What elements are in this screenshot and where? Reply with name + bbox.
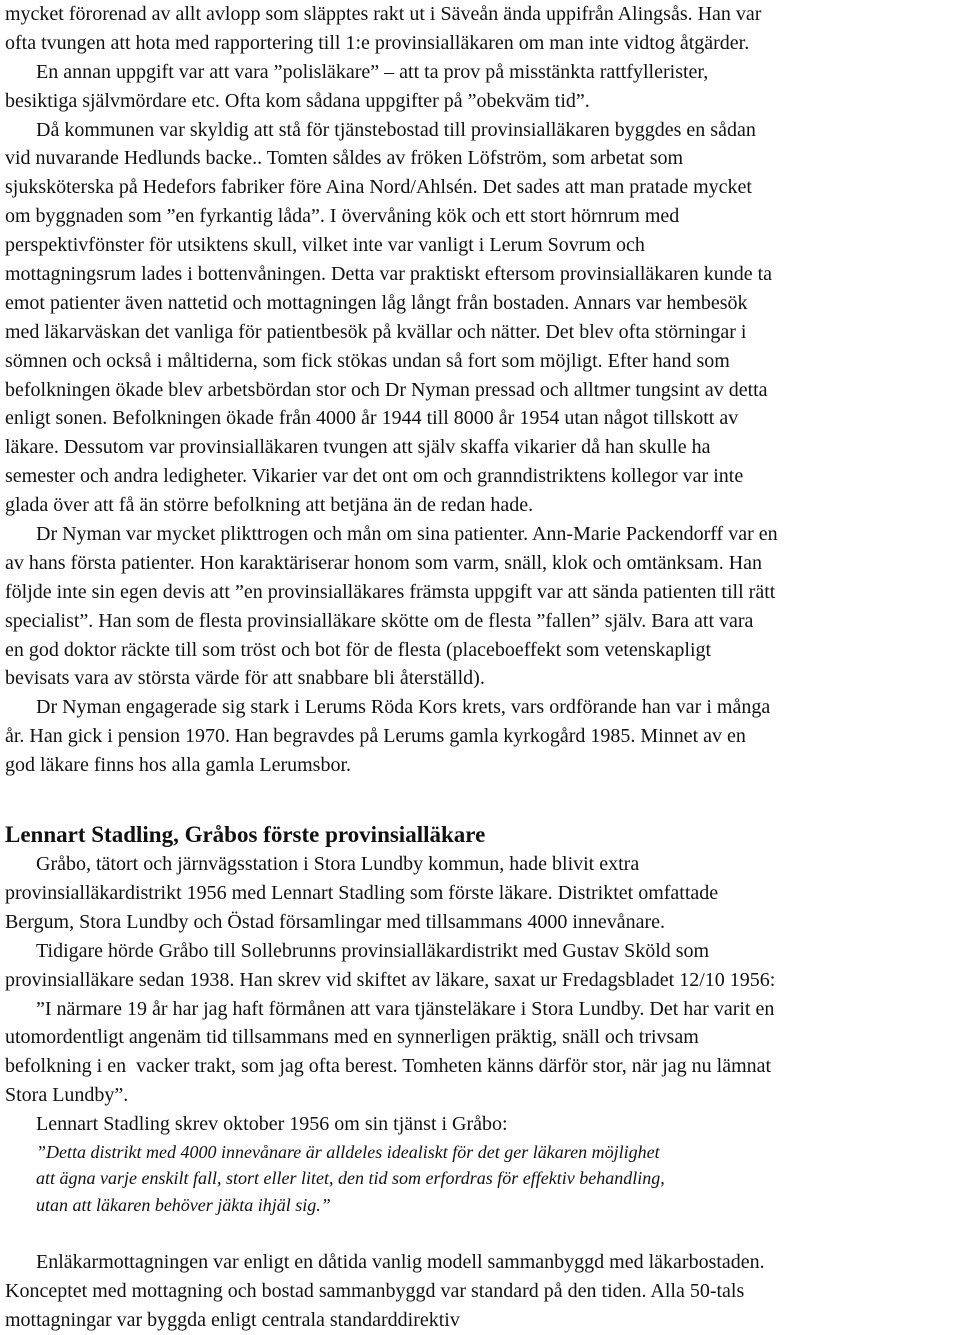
paragraph-gap (5, 1218, 955, 1248)
section-heading: Lennart Stadling, Gråbos förste provinsialläkare (5, 822, 486, 848)
text-line: Konceptet med mottagning och bostad sammanbyggd var standard på den tiden. Alla 50-tals (5, 1280, 745, 1303)
text-line: ofta tvungen att hota med rapportering till 1:e provinsialläkaren om man inte vidtog åtgärder. (5, 31, 750, 54)
text-line: läkare. Dessutom var provinsialläkaren tvungen att själv skaffa vikarier då han skulle ha (5, 436, 711, 459)
text-line: specialist”. Han som de flesta provinsialläkare skötte om de flesta ”fallen” själv. Bara att vara (5, 609, 754, 632)
text-line: enligt sonen. Befolkningen ökade från 4000 år 1944 till 8000 år 1954 utan något tillskott av (5, 407, 739, 430)
text-line: Lennart Stadling skrev oktober 1956 om sin tjänst i Gråbo: (36, 1113, 508, 1136)
text-line: En annan uppgift var att vara ”polisläkare” – att ta prov på misstänkta rattfyllerister, (36, 60, 709, 83)
text-line: befolkningen ökade blev arbetsbördan stor och Dr Nyman pressad och alltmer tungsint av detta (5, 378, 768, 401)
text-line: sömnen och också i måltiderna, som fick stökas undan så fort som möjligt. Efter hand som (5, 349, 730, 372)
text-line: god läkare finns hos alla gamla Lerumsbor. (5, 754, 352, 777)
quote-line: att ägna varje enskilt fall, stort eller litet, den tid som erfordras för effektiv behandling, (36, 1168, 665, 1189)
text-line: provinsialläkare sedan 1938. Han skrev vid skiftet av läkare, saxat ur Fredagsbladet 12/10 1956: (5, 968, 776, 991)
text-line: befolkning i en vacker trakt, som jag ofta berest. Tomheten känns därför stor, när jag nu lämnat (5, 1055, 772, 1078)
quote-line: utan att läkaren behöver jäkta ihjäl sig.” (36, 1194, 331, 1215)
text-line: mottagningsrum lades i bottenvåningen. Detta var praktiskt eftersom provinsialläkaren kunde ta (5, 263, 773, 286)
text-line: sjuksköterska på Hedefors fabriker före Aina Nord/Ahlsén. Det sades att man pratade mycket (5, 176, 752, 199)
document-page (5, 0, 955, 1335)
text-line: provinsialläkardistrikt 1956 med Lennart Stadling som förste läkare. Distriktet omfattade (5, 881, 719, 904)
text-line: om byggnaden som ”en fyrkantig låda”. I övervåning kök och ett stort hörnrum med (5, 205, 680, 228)
text-line: ”I närmare 19 år har jag haft förmånen att vara tjänsteläkare i Stora Lundby. Det har varit en (36, 997, 775, 1020)
text-line: mottagningar var byggda enligt centrala standarddirektiv (5, 1309, 460, 1332)
section-stadling (5, 820, 955, 1335)
text-line: glada över att få än större befolkning att betjäna än de redan hade. (5, 494, 534, 517)
text-line: med läkarväskan det vanliga för patientbesök på kvällar och nätter. Det blev ofta störningar i (5, 320, 747, 343)
text-line: besiktiga självmördare etc. Ofta kom sådana uppgifter på ”obekväm tid”. (5, 89, 590, 112)
text-line: av hans första patienter. Hon karaktäriserar honom som varm, snäll, klok och omtänksam. Han (5, 551, 763, 574)
text-line: Då kommunen var skyldig att stå för tjänstebostad till provinsialläkaren byggdes en sådan (36, 118, 756, 141)
text-line: perspektivfönster för utsiktens skull, vilket inte var vanligt i Lerum Sovrum och (5, 234, 645, 257)
text-line: vid nuvarande Hedlunds backe.. Tomten såldes av fröken Löfström, som arbetat som (5, 147, 684, 170)
text-line: mycket förorenad av allt avlopp som släpptes rakt ut i Säveån ända uppifrån Alingsås. Han var (5, 3, 762, 25)
quote-line: ”Detta distrikt med 4000 innevånare är alldeles idealiskt för det ger läkaren möjlighet (36, 1141, 660, 1162)
section-nyman (5, 0, 955, 780)
text-line: år. Han gick i pension 1970. Han begravdes på Lerums gamla kyrkogård 1985. Minnet av en (5, 725, 746, 748)
text-line: emot patienter även nattetid och mottagningen låg långt från bostaden. Annars var hembesök (5, 291, 748, 314)
text-line: Dr Nyman var mycket plikttrogen och mån om sina patienter. Ann-Marie Packendorff var en (36, 523, 778, 546)
text-line: Bergum, Stora Lundby och Östad församlingar med tillsammans 4000 innevånare. (5, 910, 666, 933)
text-line: utomordentligt angenäm tid tillsammans med en synnerligen präktig, snäll och trivsam (5, 1026, 699, 1049)
text-line: följde inte sin egen devis att ”en provinsialläkares främsta uppgift var att sända patienten till rätt (5, 580, 776, 603)
text-line: Gråbo, tätort och järnvägsstation i Stora Lundby kommun, hade blivit extra (36, 853, 640, 876)
text-line: Stora Lundby”. (5, 1084, 129, 1107)
text-line: semester och andra ledigheter. Vikarier var det ont om och granndistriktens kollegor var inte (5, 465, 744, 488)
text-line: Dr Nyman engagerade sig stark i Lerums Röda Kors krets, vars ordförande han var i många (36, 696, 771, 719)
text-line: en god doktor räckte till som tröst och bot för de flesta (placeboeffekt som vetenskapligt (5, 638, 712, 661)
text-line: bevisats vara av största värde för att snabbare bli återställd). (5, 667, 485, 690)
text-line: Enläkarmottagningen var enligt en dåtida vanlig modell sammanbyggd med läkarbostaden. (36, 1251, 765, 1274)
text-line: Tidigare hörde Gråbo till Sollebrunns provinsialläkardistrikt med Gustav Sköld som (36, 939, 710, 962)
block-quote (5, 1139, 955, 1219)
